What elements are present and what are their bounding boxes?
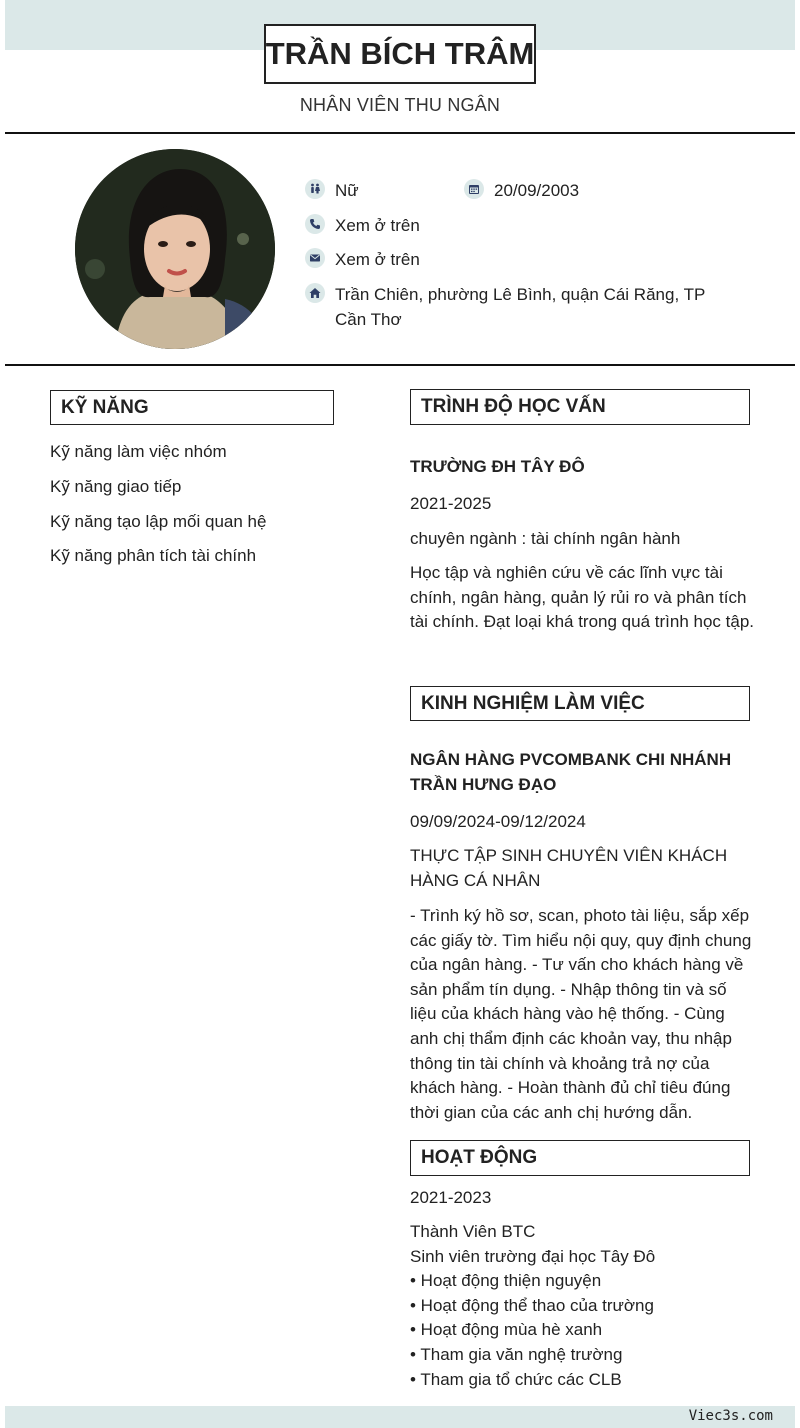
skills-heading: KỸ NĂNG (50, 390, 334, 425)
birthday-value: 20/09/2003 (494, 181, 580, 200)
candidate-name: TRẦN BÍCH TRÂM (264, 24, 536, 84)
skill-item: Kỹ năng tạo lập mối quan hệ (50, 512, 267, 531)
avatar-portrait (75, 149, 275, 349)
phone-value: Xem ở trên (335, 216, 420, 235)
home-icon (305, 283, 325, 303)
phone-icon (305, 214, 325, 234)
experience-heading: KINH NGHIỆM LÀM VIỆC (410, 686, 750, 721)
education-school: TRƯỜNG ĐH TÂY ĐÔ (410, 457, 585, 476)
watermark: Viec3s.com (688, 1408, 773, 1424)
email-value: Xem ở trên (335, 250, 420, 269)
experience-description: - Trình ký hồ sơ, scan, photo tài liệu, sắp xếp các giấy tờ. Tìm hiểu nội quy, quy định chung của ngân hàng. - Tư vấn cho khách hàng về sản phẩm tín dụng. - Nhập thông tin và số liệu của khách hàng vào hệ thống. - Cùng anh chị thẩm định các khoản vay, thu nhập thông tin tài chính và khoảng trả nợ của khách hàng. - Hoàn thành đủ chỉ tiêu đúng thời gian của các anh chị hướng dẫn. (410, 906, 752, 1122)
envelope-icon (305, 248, 325, 268)
gender-icon (305, 179, 325, 199)
activities-description: Thành Viên BTC Sinh viên trường đại học Tây Đô • Hoạt động thiện nguyện • Hoạt động thể thao của trường • Hoạt động mùa hè xanh • Tham gia văn nghệ trường • Tham gia tổ chức các CLB (410, 1222, 656, 1389)
experience-period: 09/09/2024-09/12/2024 (410, 812, 586, 831)
calendar-icon (464, 179, 484, 199)
education-major: chuyên ngành : tài chính ngân hành (410, 529, 681, 548)
activities-heading: HOẠT ĐỘNG (410, 1140, 750, 1176)
bottom-band (5, 1406, 795, 1428)
avatar (75, 149, 275, 349)
header-divider (5, 132, 795, 134)
profile-divider (5, 364, 795, 366)
education-description: Học tập và nghiên cứu về các lĩnh vực tài chính, ngân hàng, quản lý rủi ro và phân tích tài chính. Đạt loại khá trong quá trình học tập. (410, 563, 754, 632)
job-title: NHÂN VIÊN THU NGÂN (299, 95, 501, 115)
address-value: Trần Chiên, phường Lê Bình, quận Cái Răng, TP Cần Thơ (335, 285, 705, 329)
experience-company: NGÂN HÀNG PVCOMBANK CHI NHÁNH TRẦN HƯNG ĐẠO (410, 750, 732, 794)
gender-value: Nữ (335, 181, 359, 200)
education-period: 2021-2025 (410, 494, 492, 513)
education-heading: TRÌNH ĐỘ HỌC VẤN (410, 389, 750, 425)
skill-item: Kỹ năng giao tiếp (50, 477, 182, 496)
activities-period: 2021-2023 (410, 1188, 492, 1207)
experience-position: THỰC TẬP SINH CHUYÊN VIÊN KHÁCH HÀNG CÁ NHÂN (410, 846, 728, 890)
skill-item: Kỹ năng làm việc nhóm (50, 442, 227, 461)
skill-item: Kỹ năng phân tích tài chính (50, 546, 257, 565)
